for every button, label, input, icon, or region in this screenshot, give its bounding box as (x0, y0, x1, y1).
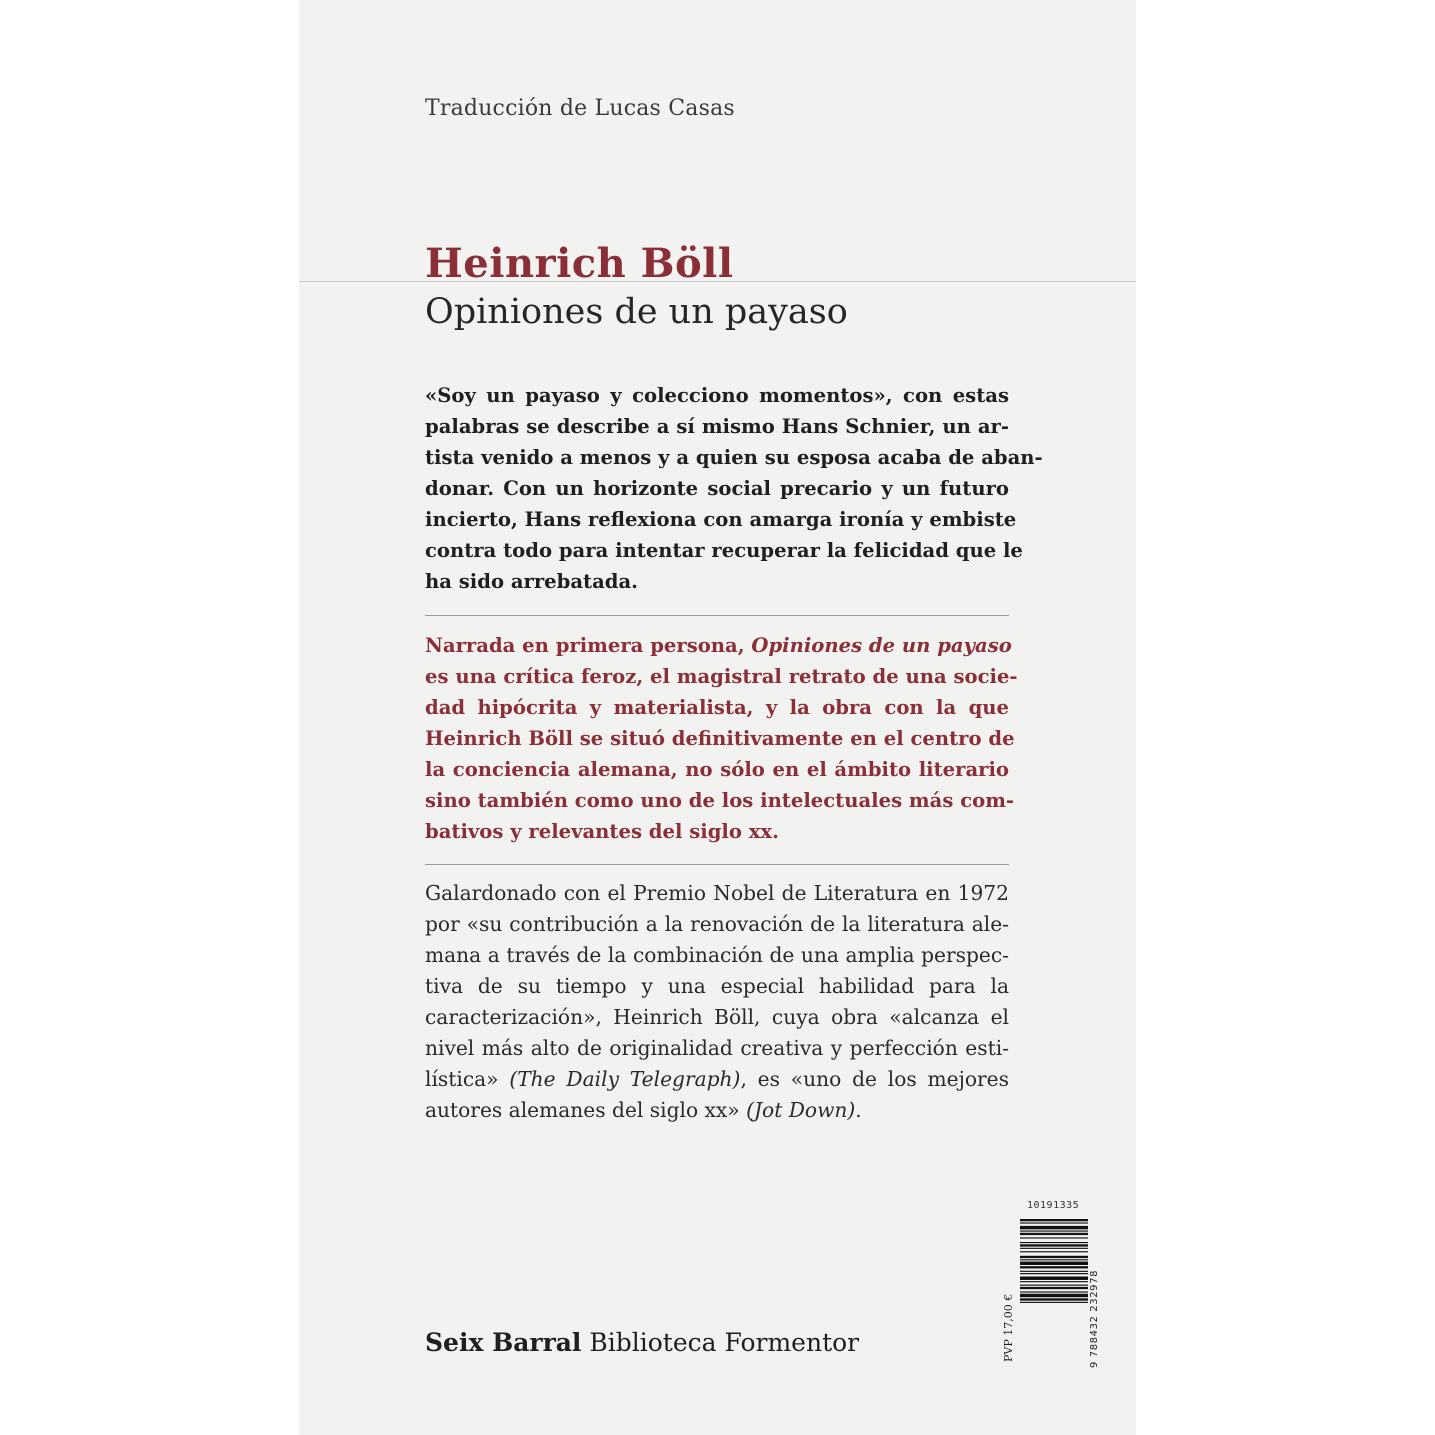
product-code: 10191335 (1027, 1200, 1080, 1211)
book-back-cover (299, 0, 1136, 1435)
book-title: Opiniones de un payaso (425, 292, 848, 332)
publisher-imprint (425, 1328, 859, 1357)
critique-line: Heinrich Böll se situó definitivamente en el centro de (425, 727, 1015, 750)
barcode-bar (1020, 1273, 1088, 1274)
synopsis-line: donar. Con un horizonte social precario y un futuro (425, 477, 1009, 500)
synopsis-line: «Soy un payaso y colecciono momentos», con estas (425, 384, 1009, 407)
synopsis-paragraph (425, 380, 1043, 597)
barcode-bar (1020, 1281, 1088, 1282)
barcode-bar (1020, 1244, 1088, 1246)
barcode-bar (1020, 1226, 1088, 1229)
publisher-name: Seix Barral (425, 1328, 582, 1357)
barcode-bar (1020, 1277, 1088, 1280)
barcode-bar (1020, 1219, 1088, 1221)
barcode-bar (1020, 1294, 1088, 1297)
barcode-bar (1020, 1222, 1088, 1223)
critique-line: dad hipócrita y materialista, y la obra con la que (425, 696, 1009, 719)
divider (425, 864, 1009, 865)
biography-line: nivel más alto de originalidad creativa y perfección esti- (425, 1036, 1009, 1060)
barcode-bar (1020, 1256, 1088, 1258)
barcode-bar (1020, 1259, 1088, 1260)
biography-line: Galardonado con el Premio Nobel de Literatura en 1972 (425, 881, 1009, 905)
synopsis-line: incierto, Hans reflexiona con amarga ironía y embiste (425, 508, 1017, 531)
critique-line: sino también como uno de los intelectuales más com- (425, 789, 1015, 812)
biography-line: caracterización», Heinrich Böll, cuya obra «alcanza el (425, 1005, 1009, 1029)
barcode-bar (1020, 1285, 1088, 1286)
synopsis-line: palabras se describe a sí mismo Hans Schnier, un ar- (425, 415, 1009, 438)
collection-name: Biblioteca Formentor (589, 1328, 860, 1357)
biography-line: por «su contribución a la renovación de la literatura ale- (425, 912, 1009, 936)
biography-line: autores alemanes del siglo xx» (Jot Down). (425, 1098, 862, 1122)
translator-credit: Traducción de Lucas Casas (425, 96, 735, 121)
biography-paragraph (425, 878, 1009, 1126)
barcode-bar (1020, 1287, 1088, 1289)
barcode-bar (1020, 1271, 1088, 1272)
barcode-bar (1020, 1237, 1088, 1238)
synopsis-line: ha sido arrebatada. (425, 570, 638, 593)
biography-line: lística» (The Daily Telegraph), es «uno de los mejores (425, 1067, 1009, 1091)
critique-line: bativos y relevantes del siglo xx. (425, 820, 779, 843)
barcode-bar (1020, 1231, 1088, 1232)
barcode-bar (1020, 1242, 1088, 1243)
barcode-bar (1020, 1262, 1088, 1265)
barcode-bar (1020, 1266, 1088, 1268)
barcode-bar (1020, 1302, 1088, 1303)
barcode-bar (1020, 1251, 1088, 1252)
biography-line: tiva de su tiempo y una especial habilidad para la (425, 974, 1009, 998)
barcode (1020, 1215, 1100, 1365)
critique-paragraph (425, 630, 1018, 847)
synopsis-line: tista venido a menos y a quien su esposa acaba de aban- (425, 446, 1043, 469)
barcode-bar (1020, 1298, 1088, 1300)
critique-line: es una crítica feroz, el magistral retrato de una socie- (425, 665, 1018, 688)
biography-line: mana a través de la combinación de una amplia perspec- (425, 943, 1009, 967)
critique-line: Narrada en primera persona, Opiniones de un payaso (425, 634, 1012, 657)
divider (425, 615, 1009, 616)
critique-line: la conciencia alemana, no sólo en el ámbito literario (425, 758, 1009, 781)
author-name: Heinrich Böll (425, 240, 734, 287)
isbn-number: 9 788432 232978 (1089, 1269, 1100, 1368)
barcode-bar (1020, 1248, 1088, 1249)
barcode-bar (1020, 1291, 1088, 1292)
barcode-bar (1020, 1233, 1088, 1235)
price-label: PVP 17,00 € (1002, 1293, 1015, 1362)
synopsis-line: contra todo para intentar recuperar la felicidad que le (425, 539, 1023, 562)
